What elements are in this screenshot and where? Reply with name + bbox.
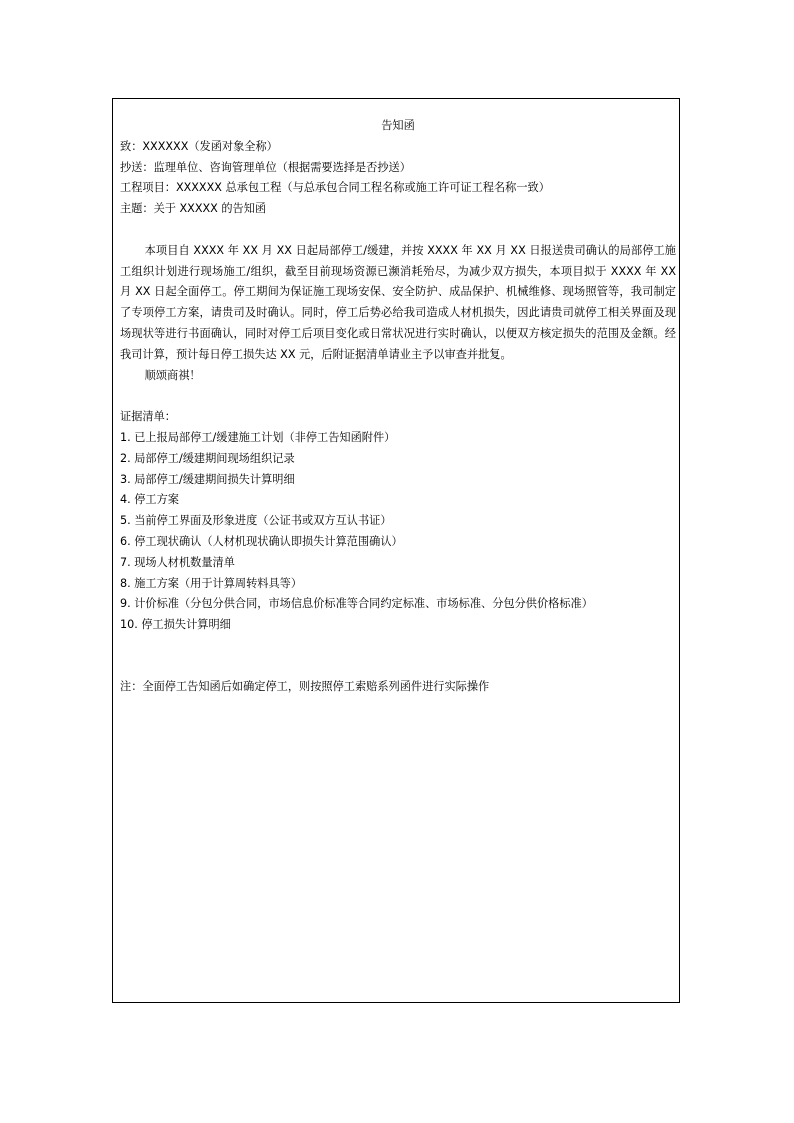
body-paragraph: 本项目自 XXXX 年 XX 月 XX 日起局部停工/缓建，并按 XXXX 年 XX 月 XX 日报送贵司确认的局部停工施工组织计划进行现场施工/组织，截至目前现场资源已濒消耗殆尽，为减少双方损失，本项目拟于 XXXX 年 XX 月 XX 日起全面停工。停工期间为保证施工现场安保、安全防护、成品保护、机械维修、现场照管等，我司制定了专项停工方案，请贵司及时确认。同时，停工后势必给我司造成人材机损失，因此请贵司就停工相关界面及现场现状等进行书面确认，同时对停工后项目变化或日常状况进行实时确认，以便双方核定损失的范围及金额。经我司计算，预计每日停工损失达 XX 元，后附证据清单请业主予以审查并批复。 — [120, 243, 676, 361]
closing-line: 顺颂商祺！ — [144, 368, 201, 382]
letter-frame — [112, 98, 680, 1003]
subject-line: 主题：关于 XXXXX 的告知函 — [120, 202, 267, 216]
evidence-title: 证据清单： — [120, 410, 176, 424]
evidence-item: 8. 施工方案（用于计算周转料具等） — [120, 576, 303, 590]
project-line: 工程项目：XXXXXX 总承包工程（与总承包合同工程名称或施工许可证工程名称一致） — [120, 181, 550, 195]
evidence-item: 3. 局部停工/缓建期间损失计算明细 — [120, 472, 295, 486]
evidence-item: 5. 当前停工界面及形象进度（公证书或双方互认书证） — [120, 514, 392, 528]
evidence-item: 6. 停工现状确认（人材机现状确认即损失计算范围确认） — [120, 534, 403, 548]
evidence-item: 10. 停工损失计算明细 — [120, 618, 231, 632]
evidence-item: 4. 停工方案 — [120, 493, 179, 507]
evidence-item: 2. 局部停工/缓建期间现场组织记录 — [120, 451, 295, 465]
recipient-line: 致：XXXXXX（发函对象全称） — [120, 139, 278, 153]
note-line: 注：全面停工告知函后如确定停工，则按照停工索赔系列函件进行实际操作 — [120, 679, 490, 693]
evidence-item: 1. 已上报局部停工/缓建施工计划（非停工告知函附件） — [120, 430, 396, 444]
letter-content — [120, 99, 676, 698]
cc-line: 抄送：监理单位、咨询管理单位（根据需要选择是否抄送） — [120, 160, 411, 174]
evidence-item: 9. 计价标准（分包分供合同，市场信息价标准等合同约定标准、市场标准、分包分供价格标准） — [120, 597, 593, 611]
letter-title: 告知函 — [381, 119, 415, 132]
evidence-item: 7. 现场人材机数量清单 — [120, 555, 235, 569]
